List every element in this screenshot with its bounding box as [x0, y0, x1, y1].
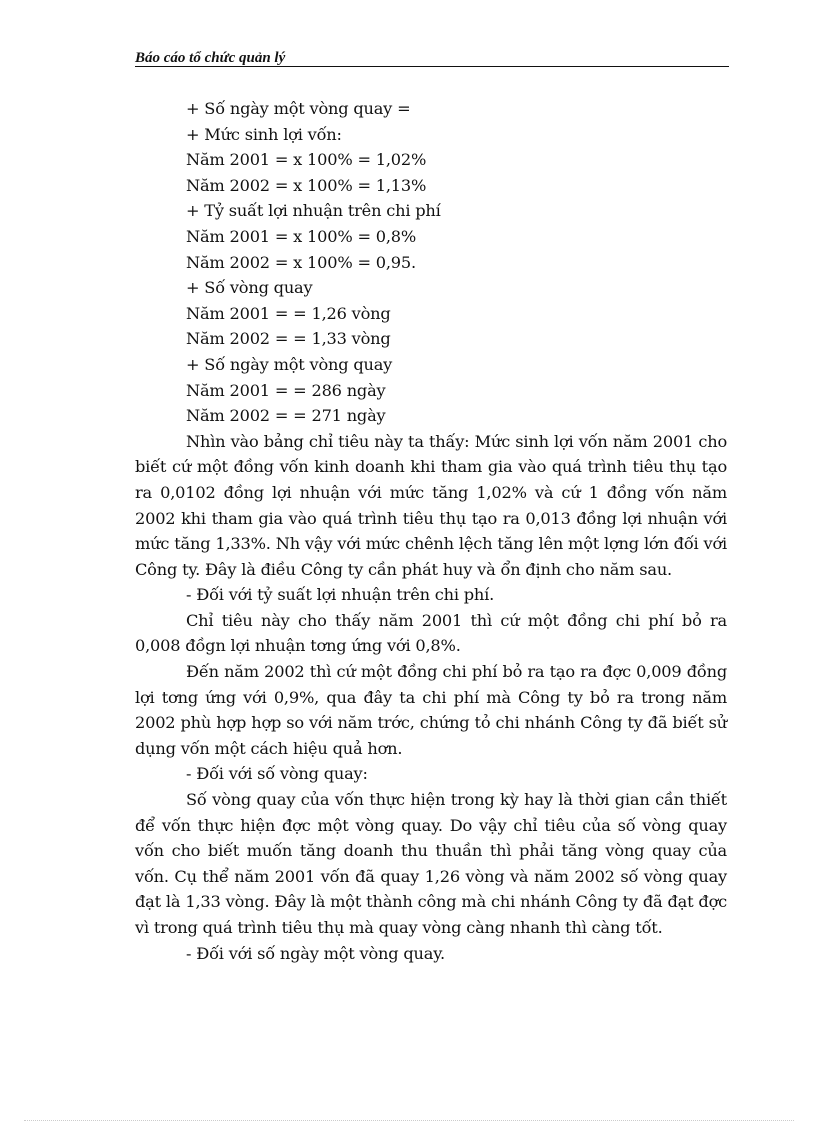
- paragraph: - Đối với tỷ suất lợi nhuận trên chi phí.: [186, 585, 495, 605]
- paragraph: - Đối với số vòng quay:: [186, 764, 368, 784]
- header-title: Báo cáo tổ chức quản lý: [135, 50, 286, 66]
- paragraph: Đến năm 2002 thì cứ một đồng chi phí bỏ ra tạo ra đợc 0,009 đồng lợi tơng ứng với 0,9%, qua đây ta chi phí mà Công ty bỏ ra trong năm 2002 phù hợp hợp so với năm trớc, chứng tỏ chi nhánh Công ty đã biết sử dụng vốn một cách hiệu quả hơn.: [135, 662, 727, 758]
- formula-line: Năm 2001 = x 100% = 1,02%: [186, 150, 427, 170]
- formula-line: Năm 2001 = = 1,26 vòng: [186, 303, 391, 323]
- formula-line: + Số ngày một vòng quay =: [186, 99, 411, 118]
- page-bottom-rule: [24, 1120, 794, 1121]
- formula-line: Năm 2002 = x 100% = 0,95.: [186, 252, 416, 272]
- page-header: [135, 46, 729, 67]
- paragraph: Chỉ tiêu này cho thấy năm 2001 thì cứ một đồng chi phí bỏ ra 0,008 đồgn lợi nhuận tơng ứng với 0,8%.: [135, 610, 727, 656]
- paragraph: Nhìn vào bảng chỉ tiêu này ta thấy: Mức sinh lợi vốn năm 2001 cho biết cứ một đồng vốn kinh doanh khi tham gia vào quá trình tiêu thụ tạo ra 0,0102 đồng lợi nhuận với mức tăng 1,02% và cứ 1 đồng vốn năm 2002 khi tham gia vào quá trình tiêu thụ tạo ra 0,013 đồng lợi nhuận với mức tăng 1,33%. Nh vậy với mức chênh lệch tăng lên một lợng lớn đối với Công ty. Đây là điều Công ty cần phát huy và ổn định cho năm sau.: [135, 431, 727, 579]
- formula-line: + Tỷ suất lợi nhuận trên chi phí: [186, 201, 441, 221]
- formula-line: + Mức sinh lợi vốn:: [186, 124, 342, 144]
- formula-line: + Số ngày một vòng quay: [186, 354, 393, 374]
- formula-line: Năm 2002 = = 271 ngày: [186, 406, 386, 426]
- formula-line: Năm 2002 = = 1,33 vòng: [186, 329, 391, 349]
- paragraph: Số vòng quay của vốn thực hiện trong kỳ hay là thời gian cần thiết để vốn thực hiện đợc một vòng quay. Do vậy chỉ tiêu của số vòng quay vốn cho biết muốn tăng doanh thu thuần thì phải tăng vòng quay của vốn. Cụ thể năm 2001 vốn đã quay 1,26 vòng và năm 2002 số vòng quay đạt là 1,33 vòng. Đây là một thành công mà chi nhánh Công ty đã đạt đợc vì trong quá trình tiêu thụ mà quay vòng càng nhanh thì càng tốt.: [135, 790, 727, 937]
- paragraph: - Đối với số ngày một vòng quay.: [186, 943, 445, 963]
- formula-line: Năm 2001 = x 100% = 0,8%: [186, 226, 417, 246]
- formula-line: + Số vòng quay: [186, 278, 313, 298]
- formula-line: Năm 2002 = x 100% = 1,13%: [186, 175, 427, 195]
- formula-line: Năm 2001 = = 286 ngày: [186, 380, 386, 400]
- document-body: [135, 96, 727, 966]
